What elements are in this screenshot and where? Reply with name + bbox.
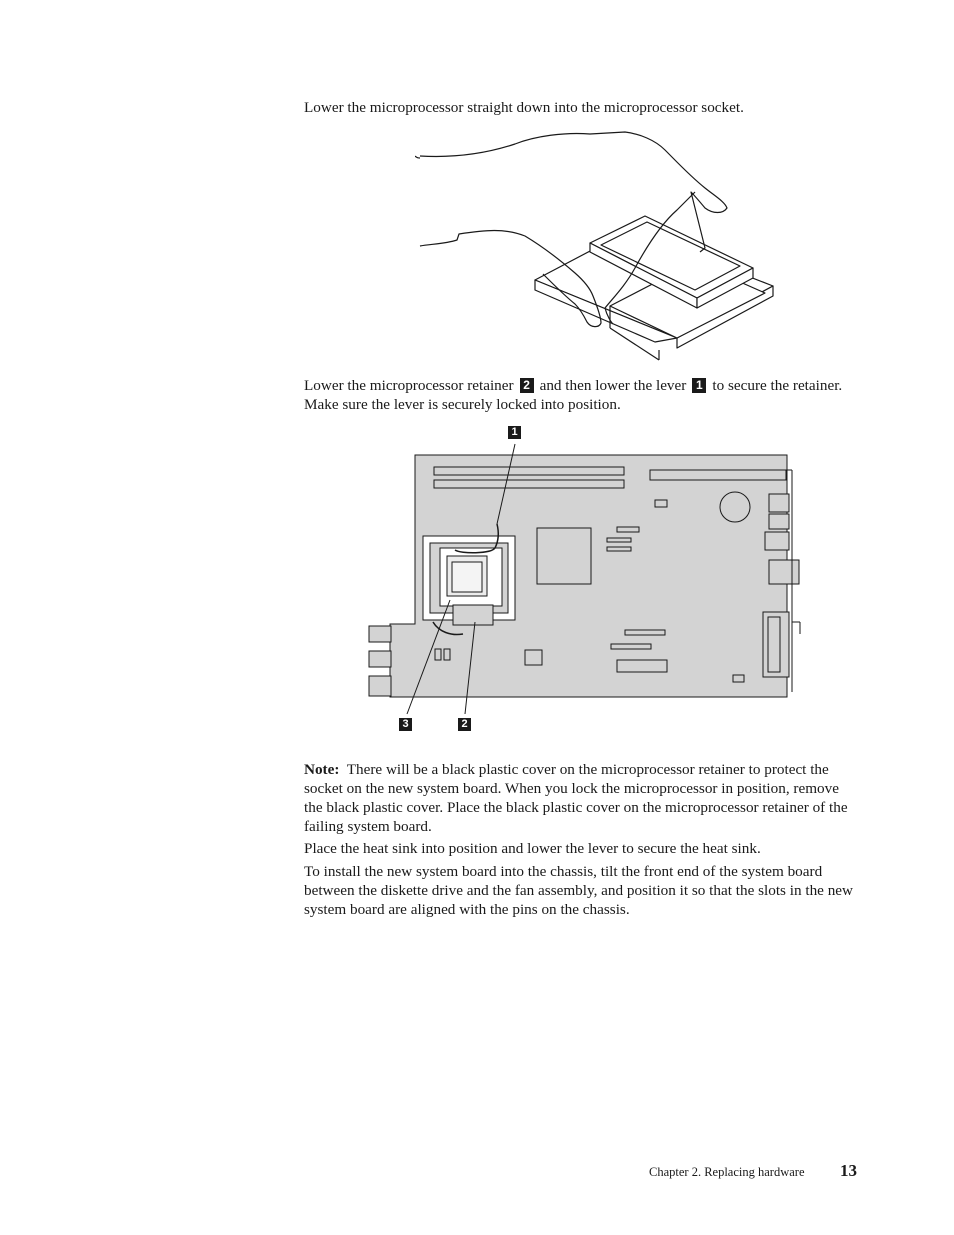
step-lower-retainer-part1: Lower the microprocessor retainer	[304, 377, 514, 394]
figure-label-2: 2	[458, 718, 471, 731]
step-heat-sink: Place the heat sink into position and lower the lever to secure the heat sink.	[304, 840, 761, 857]
system-board-figure	[355, 422, 805, 737]
note-label: Note:	[304, 761, 340, 778]
figure-label-3: 3	[399, 718, 412, 731]
step-lower-retainer	[304, 376, 856, 414]
callout-2: 2	[520, 378, 534, 393]
figure-label-1: 1	[508, 426, 521, 439]
callout-1: 1	[692, 378, 706, 393]
step-lower-retainer-part2: and then lower the lever	[539, 377, 687, 394]
footer-chapter: Chapter 2. Replacing hardware	[649, 1165, 805, 1179]
step-install-board: To install the new system board into the chassis, tilt the front end of the system board between the diskette drive and the fan assembly, and position it so that the slots in the new system board are aligned with the pins on the chassis.	[304, 863, 854, 918]
page-number: 13	[840, 1161, 857, 1180]
step-lower-retainer-part3: to secure the retainer. Make sure the lever is securely locked into position.	[304, 377, 843, 413]
step-lower-microprocessor: Lower the microprocessor straight down into the microprocessor socket.	[304, 99, 744, 116]
system-board-illustration	[355, 422, 805, 737]
note-paragraph	[304, 760, 856, 836]
microprocessor-insertion-illustration	[415, 128, 785, 364]
note-text: There will be a black plastic cover on the microprocessor retainer to protect the socket on the new system board. When you lock the microprocessor in position, remove the black plastic cover. Place the black plastic cover on the microprocessor retainer of the failing system board.	[304, 761, 848, 835]
